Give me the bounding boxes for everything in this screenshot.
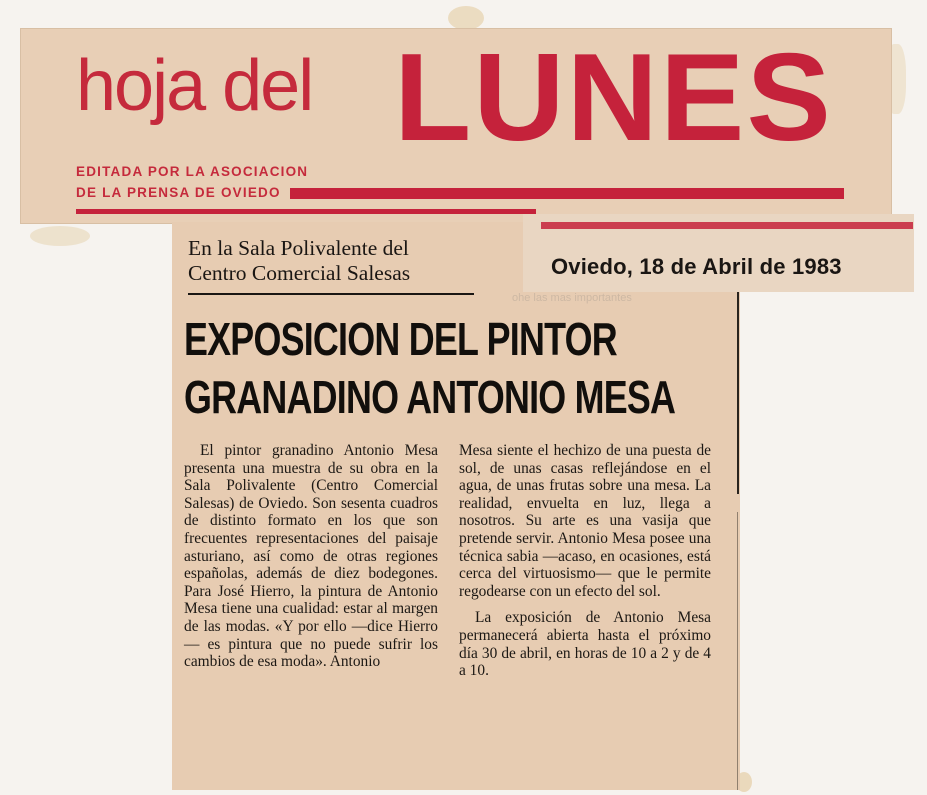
column-2-paragraph-1: Mesa siente el hechizo de una puesta de sol, de unas casas reflejándose en el agua, de unas frutas sobre una mesa. La realidad, envuelta en luz, llega a nosotros. Su arte es una vasija que pretende servir. Antonio Mesa posee una técnica sabia —acaso, en ocasiones, está cerca del virtuosismo— que le permite regodearse con un efecto del sol. <box>459 442 711 600</box>
column-rule <box>737 284 739 494</box>
masthead-red-rule-bottom <box>76 209 536 214</box>
column-rule-lower <box>737 512 738 790</box>
masthead-publisher-line2: DE LA PRENSA DE OVIEDO <box>76 185 281 200</box>
article-clipping <box>172 222 740 790</box>
bleed-through-text: ohe las mas importantes <box>512 292 632 304</box>
date-strip <box>523 214 914 292</box>
article-headline <box>184 310 676 426</box>
kicker-underline <box>188 293 474 295</box>
masthead-title-lunes: LUNES <box>394 29 833 167</box>
masthead-title-hoja-del: hoja del <box>76 46 313 126</box>
kicker-line-1: En la Sala Polivalente del <box>188 236 409 260</box>
article-kicker <box>188 236 410 286</box>
article-column-1 <box>184 442 438 671</box>
paper-stain <box>448 6 484 30</box>
masthead-red-rule <box>290 188 844 199</box>
column-2-paragraph-2: La exposición de Antonio Mesa permanecerá abierta hasta el próximo día 30 de abril, en horas de 10 a 2 y de 4 a 10. <box>459 609 711 680</box>
headline-line-2: GRANADINO ANTONIO MESA <box>184 371 676 423</box>
column-1-paragraph: El pintor granadino Antonio Mesa presenta una muestra de su obra en la Sala Polivalente (Centro Comercial Salesas) de Oviedo. Son sesenta cuadros de distinto formato en los que son frecuentes representaciones del paisaje asturiano, así como de otras regiones españolas, además de diez bodegones. Para José Hierro, la pintura de Antonio Mesa tiene una cualidad: estar al margen de las modas. «Y por ello —dice Hierro— es pintura que no puede sufrir los cambios de esa moda». Antonio <box>184 442 438 671</box>
kicker-line-2: Centro Comercial Salesas <box>188 261 411 285</box>
date-strip-red-rule <box>541 222 913 229</box>
dateline: Oviedo, 18 de Abril de 1983 <box>551 254 842 279</box>
masthead-publisher-line1: EDITADA POR LA ASOCIACION <box>76 164 309 179</box>
paper-stain <box>30 226 90 246</box>
headline-line-1: EXPOSICION DEL PINTOR <box>184 313 617 365</box>
article-column-2 <box>459 442 711 680</box>
masthead <box>20 28 892 224</box>
